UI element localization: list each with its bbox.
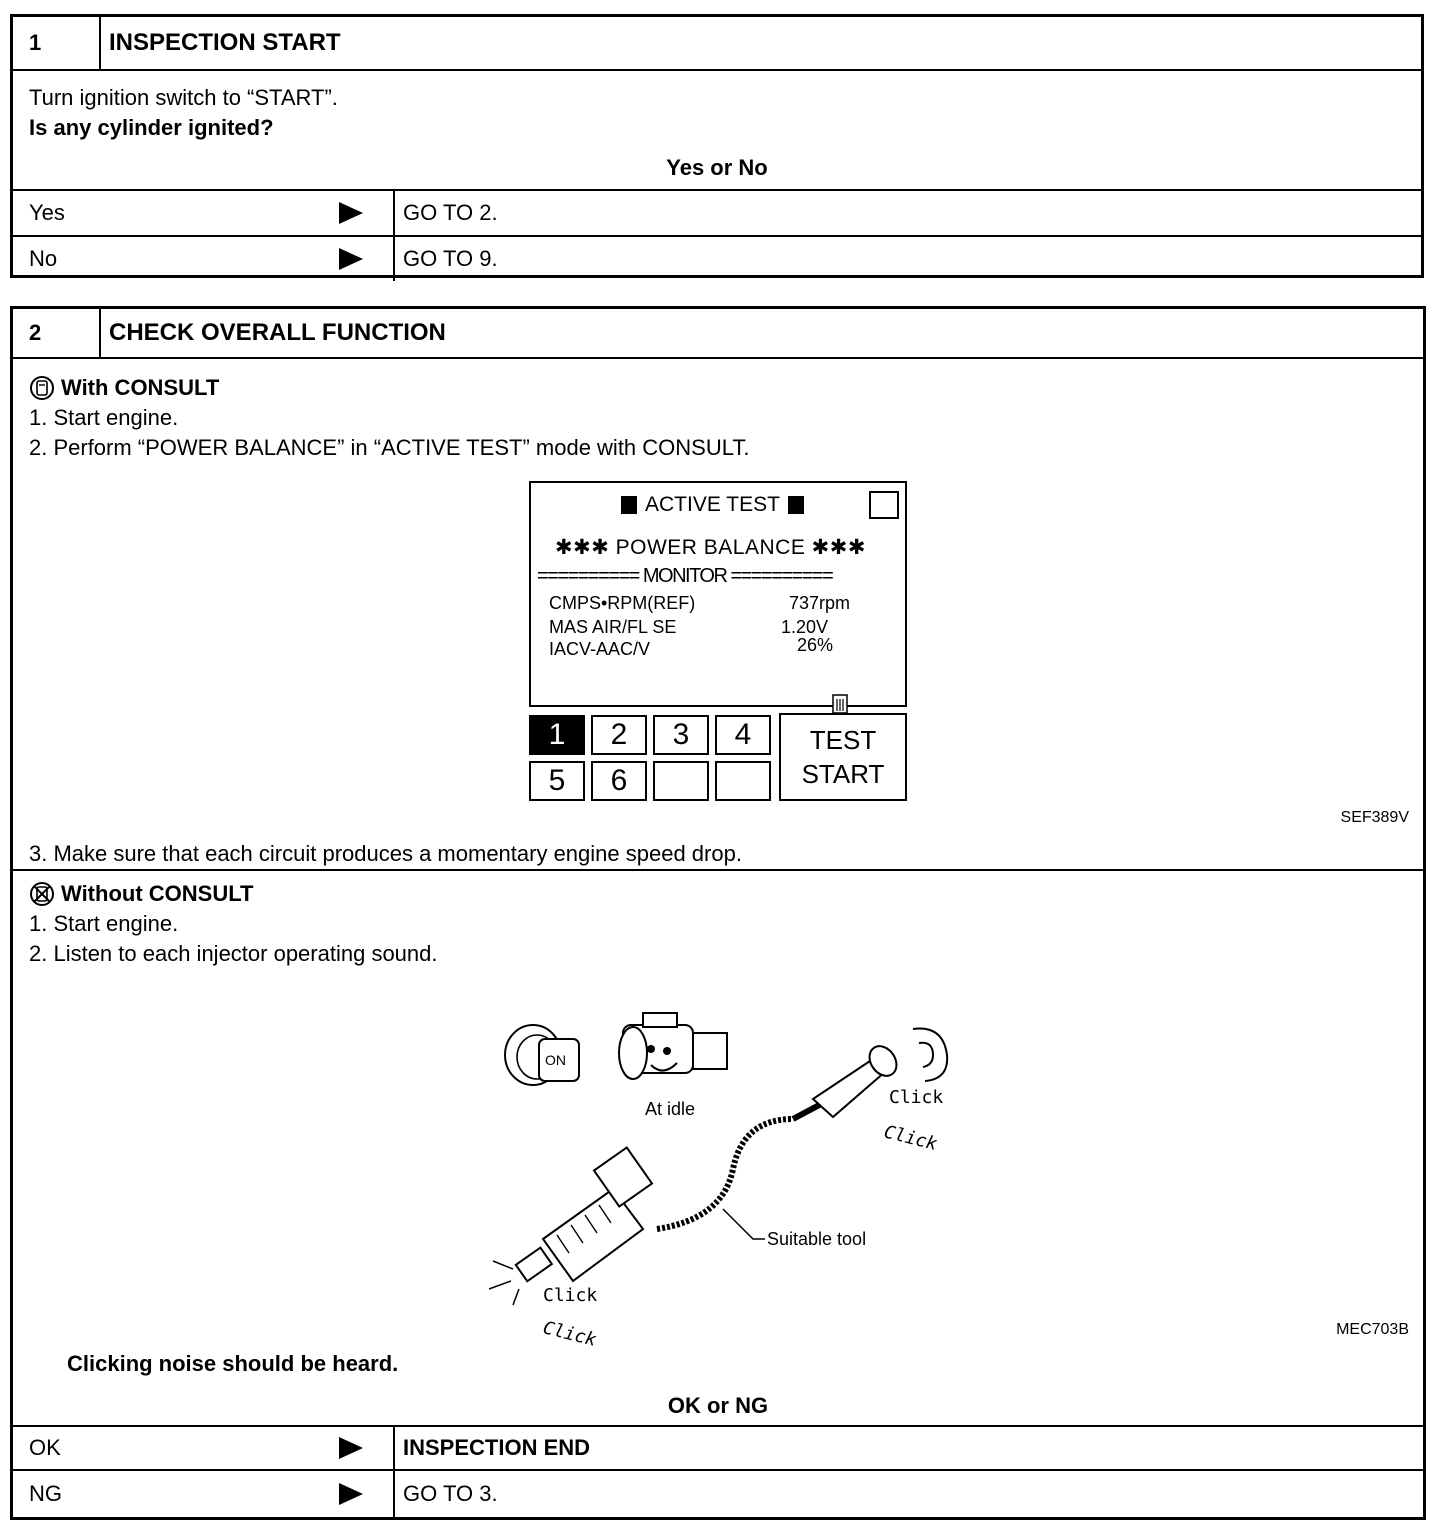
step1-instruction: Turn ignition switch to “START”. (29, 85, 338, 110)
step1-title: INSPECTION START (109, 29, 341, 56)
step2-box (10, 306, 1426, 1520)
key-on-label: ON (545, 1052, 566, 1068)
monitor-label: MAS AIR/FL SE (549, 617, 677, 637)
screen-item-1 (549, 593, 869, 614)
consult-screen (529, 481, 907, 803)
ignition-key-icon (505, 1025, 579, 1085)
without-consult-section (13, 879, 1423, 969)
arrow-right-icon (339, 202, 363, 224)
screen-monitor: ========== MONITOR ========== (537, 565, 833, 587)
action-label: GO TO 3. (403, 1481, 498, 1506)
without-consult-step-2: 2. Listen to each injector operating sound. (29, 941, 438, 966)
cylinder-button-2[interactable]: 2 (591, 715, 647, 755)
with-consult-step-3: 3. Make sure that each circuit produces a momentary engine speed drop. (29, 841, 742, 866)
arrow-right-icon (339, 248, 363, 270)
step2-number: 2 (13, 309, 101, 357)
monitor-value: 1.20V (781, 617, 829, 637)
with-consult-heading-text: With CONSULT (61, 375, 220, 400)
answer-label: No (29, 246, 58, 271)
screen-corner-box[interactable] (869, 491, 899, 519)
step1-box (10, 14, 1424, 278)
screen-subtitle: ✱✱✱ POWER BALANCE ✱✱✱ (555, 536, 866, 559)
step1-number: 1 (13, 17, 101, 69)
step1-row-no (13, 235, 1421, 281)
section-divider (13, 869, 1423, 871)
figure-code-sef389v: SEF389V (1340, 809, 1409, 826)
test-start-label-2: START (801, 759, 885, 789)
monitor-label: IACV-AAC/V (549, 639, 651, 659)
test-start-button[interactable] (779, 713, 907, 801)
click-label: Click (889, 1087, 944, 1108)
blank-button[interactable] (653, 761, 709, 801)
injector-illustration (473, 999, 973, 1351)
blank-button[interactable] (715, 761, 771, 801)
monitor-value: 26% (797, 635, 834, 655)
figure-code-mec703b: MEC703B (1336, 1321, 1409, 1338)
answer-label: Yes (29, 200, 65, 225)
step2-row-ok (13, 1425, 1423, 1469)
black-square-icon (621, 496, 637, 514)
arrow-right-icon (339, 1483, 363, 1505)
step2-row-ng (13, 1469, 1423, 1517)
without-consult-heading (13, 879, 1423, 909)
screen-title-row (621, 493, 804, 517)
cylinder-button-3[interactable]: 3 (653, 715, 709, 755)
step1-row-yes (13, 189, 1421, 235)
step2-title: CHECK OVERALL FUNCTION (109, 319, 446, 346)
screen-display (529, 481, 907, 707)
action-label: GO TO 9. (403, 246, 498, 271)
with-consult-heading (13, 373, 1423, 403)
without-consult-heading-text: Without CONSULT (61, 881, 254, 906)
answer-label: NG (29, 1481, 62, 1506)
click-label: Click (540, 1317, 599, 1351)
step2-prompt: OK or NG (667, 1393, 769, 1418)
suitable-tool-label: Suitable tool (767, 1229, 867, 1249)
step1-question: Is any cylinder ignited? (29, 115, 274, 140)
without-consult-step-1: 1. Start engine. (29, 911, 179, 936)
cylinder-button-1[interactable]: 1 (529, 715, 585, 755)
cylinder-button-6[interactable]: 6 (591, 761, 647, 801)
with-consult-step-2: 2. Perform “POWER BALANCE” in “ACTIVE TEST” mode with CONSULT. (29, 435, 750, 460)
click-label: Click (543, 1285, 598, 1306)
action-label: INSPECTION END (403, 1435, 591, 1460)
step1-prompt: Yes or No (666, 155, 768, 180)
black-square-icon (788, 496, 804, 514)
step2-result-rows (13, 1425, 1423, 1517)
with-consult-step-1: 1. Start engine. (29, 405, 179, 430)
screen-item-3 (549, 635, 869, 660)
consult-icon (29, 375, 55, 401)
click-label: Click (881, 1121, 940, 1155)
step2-header (13, 309, 1423, 359)
cylinder-button-5[interactable]: 5 (529, 761, 585, 801)
injector-icon (516, 1148, 652, 1282)
step1-header (13, 17, 1421, 71)
no-consult-icon (29, 881, 55, 907)
cylinder-button-4[interactable]: 4 (715, 715, 771, 755)
monitor-value: 737rpm (789, 593, 851, 613)
test-start-label-1: TEST (809, 725, 877, 755)
arrow-right-icon (339, 1437, 363, 1459)
answer-label: OK (29, 1435, 61, 1460)
action-label: GO TO 2. (403, 200, 498, 225)
clicking-noise-note: Clicking noise should be heard. (67, 1351, 399, 1376)
monitor-label: CMPS•RPM(REF) (549, 593, 696, 613)
ear-icon (913, 1029, 947, 1081)
screen-title: ACTIVE TEST (645, 493, 780, 516)
engine-icon (619, 1013, 727, 1079)
at-idle-label: At idle (645, 1099, 696, 1119)
